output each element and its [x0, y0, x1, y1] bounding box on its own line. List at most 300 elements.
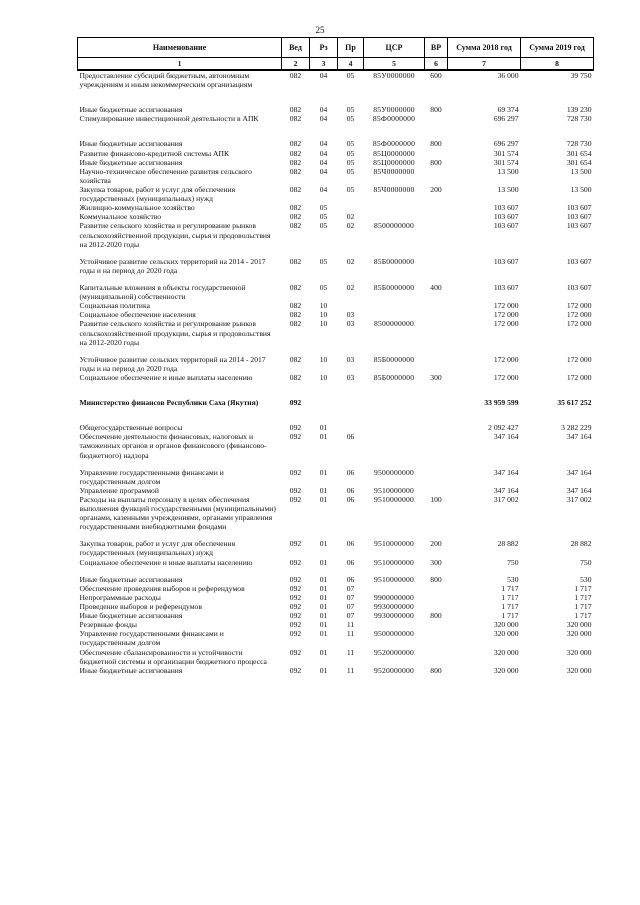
table-row [78, 149, 594, 158]
col-number: 2 [282, 58, 310, 71]
row-name: Управление государственными финансами и государственным долгом [79, 629, 224, 648]
row-spacer [78, 415, 594, 423]
row-name: Резервные фонды [79, 620, 138, 630]
row-ved: 082 [289, 71, 302, 80]
row-pr: 05 [346, 139, 355, 149]
table-row [78, 648, 594, 666]
row-pr [338, 301, 364, 310]
row-spacer-cell [78, 89, 594, 97]
table-row [78, 575, 594, 584]
row-rz: 01 [319, 574, 328, 584]
row-pr: 07 [346, 592, 355, 602]
row-spacer-cell [78, 275, 594, 283]
row-vr: 800 [430, 157, 442, 167]
row-pr: 06 [346, 494, 355, 504]
table-row [78, 212, 594, 221]
row-rz: 04 [319, 71, 328, 80]
row-ved: 092 [289, 467, 302, 477]
row-vr [425, 620, 448, 629]
row-csr: 9510000000 [374, 485, 414, 495]
row-pr: 03 [346, 319, 355, 329]
row-csr [364, 584, 425, 593]
header-vr: ВР [425, 38, 448, 58]
row-sum-2018: 33 959 599 [484, 398, 519, 408]
row-sum-2018: 172 000 [493, 354, 519, 364]
row-spacer-cell [78, 347, 594, 355]
row-sum-2018: 301 574 [493, 148, 519, 158]
row-sum-2019: 172 000 [566, 301, 592, 311]
row-rz: 01 [319, 557, 328, 567]
row-spacer [78, 407, 594, 415]
row-rz: 04 [319, 114, 328, 124]
row-ved: 082 [289, 256, 302, 266]
row-spacer-cell [78, 460, 594, 468]
row-sum-2018: 347 164 [493, 467, 519, 477]
row-sum-2019: 320 000 [566, 665, 592, 675]
row-vr [425, 319, 448, 346]
row-sum-2018: 103 607 [493, 256, 519, 266]
row-rz: 01 [319, 423, 328, 433]
row-pr: 05 [346, 71, 355, 80]
row-csr: 9510000000 [374, 539, 414, 549]
page-number: 25 [315, 25, 325, 35]
row-pr [338, 423, 364, 432]
row-sum-2018: 750 [507, 557, 519, 567]
row-rz: 01 [319, 494, 328, 504]
row-name: Стимулирование инвестиционной деятельности в АПК [79, 114, 259, 124]
row-sum-2019: 103 607 [566, 256, 592, 266]
row-spacer-cell [78, 123, 594, 131]
row-sum-2018: 1 717 [501, 611, 519, 621]
row-name: Научно-техническое обеспечение развития сельского хозяйства [79, 166, 252, 185]
row-rz: 10 [319, 354, 328, 364]
row-csr: 9500000000 [374, 629, 414, 639]
row-ved: 082 [289, 114, 302, 124]
row-spacer [78, 131, 594, 139]
row-ved: 092 [289, 423, 302, 433]
row-sum-2019: 172 000 [566, 354, 592, 364]
row-rz: 05 [319, 212, 328, 222]
row-name: Иные бюджетные ассигнования [79, 157, 183, 167]
row-vr [425, 203, 448, 212]
row-csr: 85Б0000000 [373, 282, 415, 292]
row-ved: 082 [289, 139, 302, 149]
row-sum-2018: 301 574 [493, 157, 519, 167]
row-csr [364, 212, 425, 221]
row-vr [425, 149, 448, 158]
row-ved: 092 [289, 583, 302, 593]
row-rz: 01 [319, 665, 328, 675]
row-ved: 082 [289, 221, 302, 231]
row-pr: 03 [346, 372, 355, 382]
row-sum-2018: 1 717 [501, 583, 519, 593]
row-vr: 800 [430, 139, 442, 149]
row-csr: 8500000000 [374, 221, 414, 231]
row-vr [425, 301, 448, 310]
row-sum-2018: 1 717 [501, 602, 519, 612]
row-sum-2019: 728 730 [566, 139, 592, 149]
row-rz: 01 [319, 485, 328, 495]
row-rz: 04 [319, 157, 328, 167]
row-vr [425, 468, 448, 486]
header-csr: ЦСР [364, 38, 425, 58]
table-row [78, 398, 594, 407]
row-sum-2018: 69 374 [497, 105, 519, 115]
table-row [78, 629, 594, 647]
row-vr: 800 [430, 105, 442, 115]
row-sum-2019: 301 654 [566, 157, 592, 167]
row-spacer [78, 382, 594, 390]
row-sum-2019: 1 717 [574, 583, 592, 593]
col-number: 3 [310, 58, 338, 71]
column-number-row [78, 58, 594, 71]
row-csr [364, 423, 425, 432]
row-pr: 05 [346, 184, 355, 194]
table-row [78, 310, 594, 319]
row-vr [425, 114, 448, 123]
row-name: Министерство финансов Республики Саха (Якутия) [79, 398, 259, 408]
row-spacer [78, 390, 594, 398]
row-vr [425, 584, 448, 593]
row-rz: 01 [319, 592, 328, 602]
row-ved: 092 [289, 620, 302, 630]
row-ved: 092 [289, 629, 302, 639]
row-spacer [78, 97, 594, 105]
row-rz [310, 398, 338, 407]
row-pr: 03 [346, 310, 355, 320]
row-sum-2018: 36 000 [497, 71, 519, 80]
row-rz: 04 [319, 148, 328, 158]
row-name: Управление программой [79, 485, 159, 495]
row-name: Развитие сельского хозяйства и регулирование рынков сельскохозяйственной продукции, сырья и продовольствия на 2012-2020 годы [79, 319, 271, 347]
row-name: Капитальные вложения в объекты государственной (муниципальной) собственности [79, 282, 246, 302]
row-name: Социальное обеспечение и иные выплаты населению [79, 557, 253, 567]
row-pr: 02 [346, 221, 355, 231]
row-ved: 092 [289, 602, 302, 612]
row-sum-2018: 696 297 [493, 114, 519, 124]
row-name: Общегосударственные вопросы [79, 423, 183, 433]
row-vr: 300 [430, 372, 442, 382]
row-csr [364, 620, 425, 629]
row-rz: 04 [319, 105, 328, 115]
row-csr: 9520000000 [374, 647, 414, 657]
row-name: Управление государственными финансами и государственным долгом [79, 467, 224, 486]
row-name: Непрограммные расходы [79, 592, 161, 602]
row-vr [425, 423, 448, 432]
row-spacer-cell [78, 249, 594, 257]
row-sum-2018: 172 000 [493, 301, 519, 311]
row-csr: 9520000000 [374, 665, 414, 675]
col-number: 1 [78, 58, 282, 71]
row-sum-2019: 172 000 [566, 319, 592, 329]
row-ved: 092 [289, 574, 302, 584]
row-ved: 082 [289, 203, 302, 213]
row-sum-2018: 13 500 [497, 166, 519, 176]
table-row [78, 620, 594, 629]
row-csr [364, 203, 425, 212]
row-sum-2018: 1 717 [501, 592, 519, 602]
row-name: Устойчивое развитие сельских территорий на 2014 - 2017 годы и на период до 2020 года [79, 256, 266, 275]
row-name: Развитие сельского хозяйства и регулирование рынков сельскохозяйственной продукции, сырья и продовольствия на 2012-2020 годы [79, 221, 271, 249]
row-csr: 85Ц0000000 [373, 148, 415, 158]
row-sum-2019: 139 230 [566, 105, 592, 115]
row-ved: 092 [289, 485, 302, 495]
row-name: Расходы на выплаты персоналу в целях обеспечения выполнения функций государственными (муниципальными) органами, казенными учреждениями, органами управления государственными внебюджетными фондами [79, 494, 276, 532]
row-vr: 100 [430, 494, 442, 504]
row-ved: 092 [289, 432, 302, 442]
row-sum-2019: 103 607 [566, 282, 592, 292]
table-row [78, 373, 594, 382]
row-csr: 85Б0000000 [373, 372, 415, 382]
row-ved: 082 [289, 166, 302, 176]
budget-table [77, 37, 594, 675]
row-sum-2018: 347 164 [493, 485, 519, 495]
row-pr: 05 [346, 105, 355, 115]
row-spacer [78, 89, 594, 97]
row-sum-2019: 1 717 [574, 592, 592, 602]
table-row [78, 486, 594, 495]
row-spacer [78, 249, 594, 257]
row-sum-2018: 103 607 [493, 203, 519, 213]
row-vr: 800 [430, 611, 442, 621]
row-rz: 01 [319, 583, 328, 593]
row-ved: 082 [289, 148, 302, 158]
table-row [78, 584, 594, 593]
row-sum-2018: 696 297 [493, 139, 519, 149]
row-csr: 85Ч0000000 [373, 184, 415, 194]
row-vr: 400 [430, 282, 442, 292]
row-vr [425, 432, 448, 459]
row-csr: 9510000000 [374, 557, 414, 567]
col-number: 7 [448, 58, 521, 71]
row-spacer [78, 123, 594, 131]
row-sum-2019: 28 882 [570, 539, 592, 549]
row-rz: 01 [319, 629, 328, 639]
row-rz: 01 [319, 467, 328, 477]
row-rz: 04 [319, 184, 328, 194]
row-sum-2018: 317 002 [493, 494, 519, 504]
row-pr: 11 [346, 620, 355, 630]
row-name: Обеспечение сбалансированности и устойчивости бюджетной системы и организации бюджетного процесса [79, 647, 267, 666]
row-ved: 082 [289, 157, 302, 167]
row-sum-2019: 347 164 [566, 485, 592, 495]
row-rz: 05 [319, 203, 328, 213]
row-sum-2019: 172 000 [566, 310, 592, 320]
row-pr: 06 [346, 432, 355, 442]
row-sum-2019: 103 607 [566, 221, 592, 231]
row-ved: 092 [289, 398, 302, 408]
table-row [78, 432, 594, 459]
table-row [78, 666, 594, 675]
row-spacer [78, 347, 594, 355]
row-vr [425, 629, 448, 647]
row-sum-2019: 1 717 [574, 611, 592, 621]
table-row [78, 114, 594, 123]
row-sum-2019: 347 164 [566, 432, 592, 442]
row-csr [364, 432, 425, 459]
row-ved: 082 [289, 212, 302, 222]
row-sum-2019: 103 607 [566, 212, 592, 222]
row-pr: 06 [346, 467, 355, 477]
col-number: 8 [521, 58, 594, 71]
row-vr: 200 [430, 184, 442, 194]
row-sum-2019: 320 000 [566, 620, 592, 630]
row-sum-2019: 39 750 [570, 71, 592, 80]
row-csr: 85Ф0000000 [372, 139, 416, 149]
row-pr: 05 [346, 114, 355, 124]
row-rz: 01 [319, 620, 328, 630]
row-sum-2018: 320 000 [493, 665, 519, 675]
row-sum-2018: 103 607 [493, 212, 519, 222]
row-vr [425, 486, 448, 495]
table-row [78, 593, 594, 602]
row-csr: 8500000000 [374, 319, 414, 329]
row-csr: 85Ф0000000 [372, 114, 416, 124]
row-vr [425, 257, 448, 275]
row-pr: 07 [346, 602, 355, 612]
row-sum-2018: 103 607 [493, 221, 519, 231]
row-rz: 10 [319, 310, 328, 320]
row-vr: 800 [430, 665, 442, 675]
row-sum-2019: 13 500 [570, 166, 592, 176]
row-pr: 05 [346, 148, 355, 158]
row-spacer-cell [78, 390, 594, 398]
row-csr [364, 398, 425, 407]
row-sum-2019: 320 000 [566, 629, 592, 639]
row-name: Социальная политика [79, 301, 150, 311]
row-rz: 04 [319, 166, 328, 176]
row-sum-2019: 1 717 [574, 602, 592, 612]
row-sum-2018: 2 092 427 [488, 423, 519, 433]
row-name: Устойчивое развитие сельских территорий на 2014 - 2017 годы и на период до 2020 года [79, 354, 266, 373]
row-sum-2018: 13 500 [497, 184, 519, 194]
row-spacer-cell [78, 531, 594, 539]
row-ved: 082 [289, 372, 302, 382]
row-vr: 200 [430, 539, 442, 549]
row-vr [425, 212, 448, 221]
header-name: Наименование [78, 38, 282, 58]
row-sum-2019: 35 617 252 [557, 398, 592, 408]
row-pr: 07 [346, 583, 355, 593]
row-name: Обеспечение проведения выборов и референдумов [79, 583, 245, 593]
row-ved: 092 [289, 592, 302, 602]
table-row [78, 301, 594, 310]
row-rz: 01 [319, 539, 328, 549]
row-pr: 05 [346, 157, 355, 167]
row-csr: 85У0000000 [373, 71, 415, 80]
col-number: 6 [425, 58, 448, 71]
row-vr: 800 [430, 574, 442, 584]
row-spacer-cell [78, 567, 594, 575]
row-vr [425, 648, 448, 666]
row-pr: 11 [346, 647, 355, 657]
row-name: Проведение выборов и референдумов [79, 602, 202, 612]
row-vr: 600 [430, 71, 442, 80]
row-sum-2019: 750 [580, 557, 592, 567]
table-row [78, 495, 594, 531]
row-name: Иные бюджетные ассигнования [79, 139, 183, 149]
row-rz: 01 [319, 647, 328, 657]
table-row [78, 185, 594, 203]
row-pr: 02 [346, 256, 355, 266]
row-name: Жилищно-коммунальное хозяйство [79, 203, 195, 213]
col-number: 4 [338, 58, 364, 71]
row-ved: 082 [289, 105, 302, 115]
header-sum-2019: Сумма 2019 год [521, 38, 594, 58]
row-name: Иные бюджетные ассигнования [79, 665, 183, 675]
row-name: Иные бюджетные ассигнования [79, 574, 183, 584]
row-csr: 85Ц0000000 [373, 157, 415, 167]
row-ved: 092 [289, 611, 302, 621]
row-sum-2018: 172 000 [493, 319, 519, 329]
row-sum-2019: 301 654 [566, 148, 592, 158]
row-name: Иные бюджетные ассигнования [79, 105, 183, 115]
row-spacer [78, 460, 594, 468]
row-spacer-cell [78, 131, 594, 139]
row-pr: 06 [346, 557, 355, 567]
header-rz: Рз [310, 38, 338, 58]
row-sum-2019: 320 000 [566, 647, 592, 657]
row-vr [425, 602, 448, 611]
row-sum-2019: 172 000 [566, 372, 592, 382]
row-ved: 092 [289, 539, 302, 549]
row-pr [338, 203, 364, 212]
header-sum-2018: Сумма 2018 год [448, 38, 521, 58]
table-row [78, 70, 594, 89]
row-vr [425, 398, 448, 407]
header-pr: Пр [338, 38, 364, 58]
row-sum-2018: 28 882 [497, 539, 519, 549]
row-sum-2019: 103 607 [566, 203, 592, 213]
table-row [78, 283, 594, 301]
row-sum-2018: 320 000 [493, 629, 519, 639]
row-name: Обеспечение деятельности финансовых, налоговых и таможенных органов и органов финансового (финансово-бюджетного) надзора [79, 432, 267, 460]
row-name: Предоставление субсидий бюджетным, автономным учреждениям и иным некоммерческим организациям [79, 71, 253, 90]
row-csr: 9510000000 [374, 494, 414, 504]
row-csr: 9510000000 [374, 574, 414, 584]
row-sum-2019: 728 730 [566, 114, 592, 124]
row-sum-2019: 317 002 [566, 494, 592, 504]
row-sum-2018: 172 000 [493, 372, 519, 382]
row-csr: 85Ч0000000 [373, 166, 415, 176]
row-vr [425, 221, 448, 248]
row-ved: 092 [289, 494, 302, 504]
row-spacer [78, 275, 594, 283]
table-row [78, 167, 594, 185]
row-rz: 05 [319, 221, 328, 231]
row-sum-2019: 3 282 229 [561, 423, 592, 433]
row-name: Социальное обеспечение населения [79, 310, 196, 320]
row-sum-2019: 13 500 [570, 184, 592, 194]
row-pr: 05 [346, 166, 355, 176]
table-row [78, 355, 594, 373]
row-pr: 06 [346, 485, 355, 495]
row-pr: 02 [346, 212, 355, 222]
row-ved: 082 [289, 319, 302, 329]
row-sum-2018: 347 164 [493, 432, 519, 442]
row-spacer-cell [78, 382, 594, 390]
row-spacer [78, 567, 594, 575]
table-row [78, 611, 594, 620]
row-vr [425, 593, 448, 602]
row-rz: 10 [319, 301, 328, 311]
row-sum-2019: 347 164 [566, 467, 592, 477]
row-vr: 300 [430, 557, 442, 567]
row-pr: 06 [346, 574, 355, 584]
table-row [78, 139, 594, 148]
row-spacer [78, 531, 594, 539]
row-rz: 01 [319, 432, 328, 442]
